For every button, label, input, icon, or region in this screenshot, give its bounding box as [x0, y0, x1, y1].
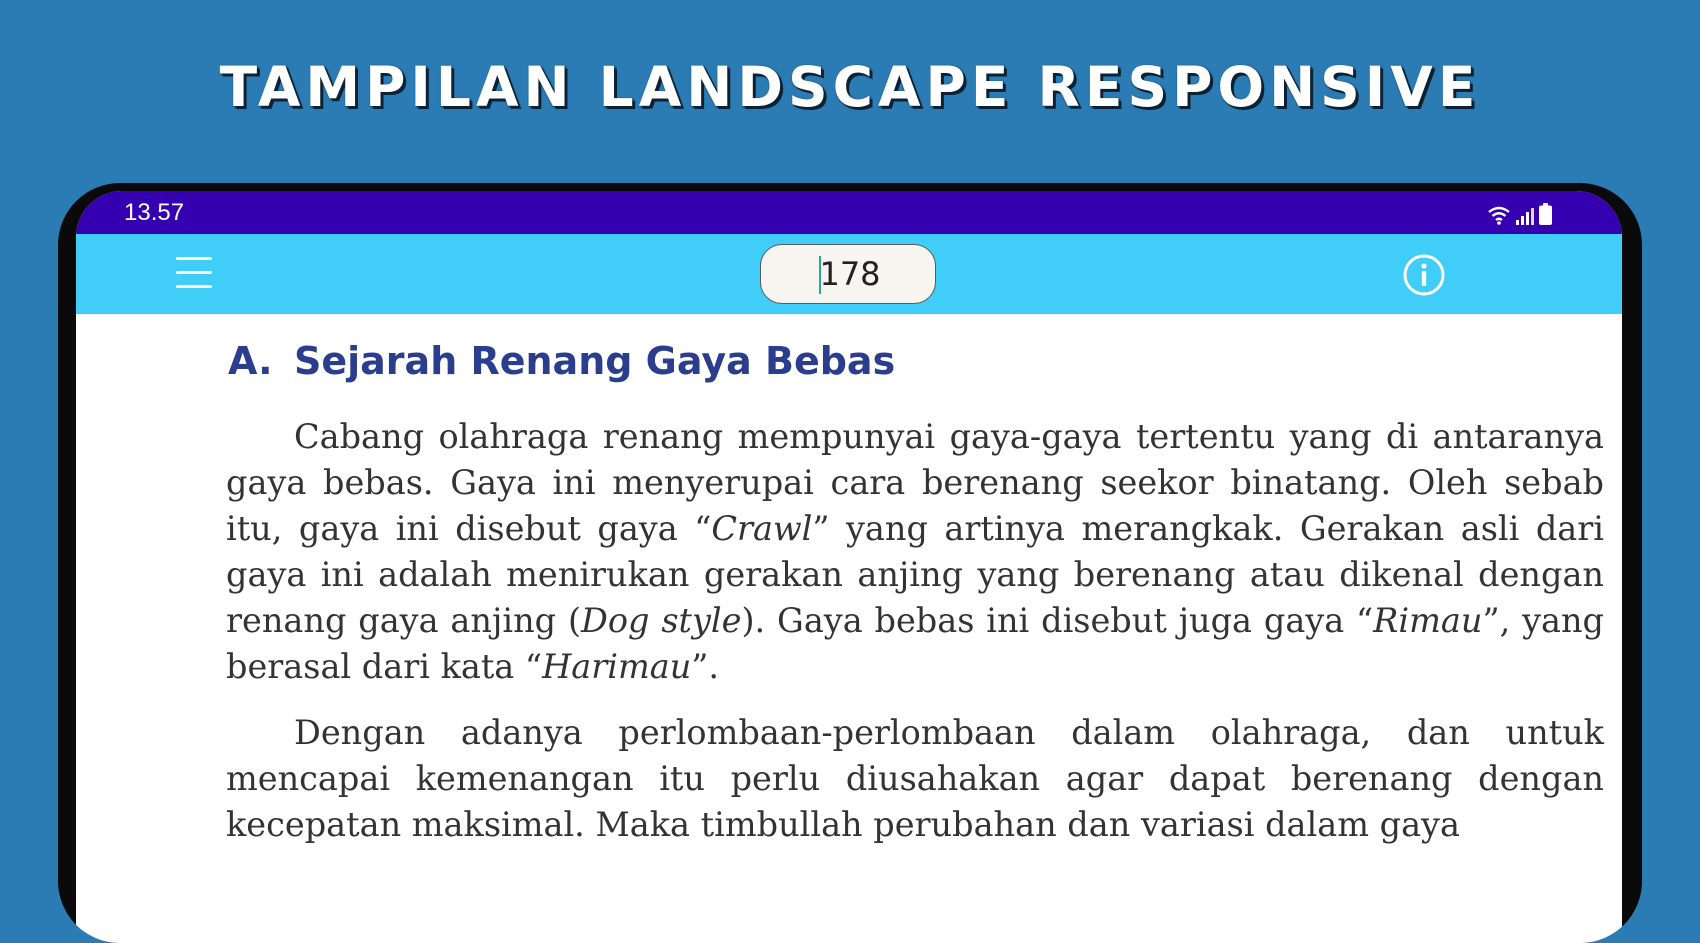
section-letter: A. — [228, 339, 273, 383]
paragraph-text: ”. — [691, 647, 720, 686]
phone-screen — [76, 191, 1622, 943]
italic-term: Crawl — [711, 509, 813, 548]
status-bar — [76, 191, 1622, 234]
phone-frame — [58, 183, 1642, 943]
signal-icon — [1516, 207, 1534, 225]
battery-icon — [1539, 203, 1552, 225]
section-title: Sejarah Renang Gaya Bebas — [294, 339, 896, 383]
info-icon[interactable] — [1402, 253, 1446, 297]
paragraph-text: ” yang artinya merangkak. Gerakan asli dari gaya ini adalah menirukan gerakan anjing yang berenang atau dikenal dengan renang gaya anjing ( — [226, 509, 1604, 640]
paragraph-text: ”, yang berasal dari kata “ — [226, 601, 1604, 686]
status-icons — [1487, 201, 1552, 225]
status-time: 13.57 — [124, 199, 185, 226]
promo-banner-title: TAMPILAN LANDSCAPE RESPONSIVE — [219, 55, 1481, 119]
page-number-input[interactable] — [760, 244, 936, 304]
paragraph-1 — [226, 414, 1604, 690]
text-caret — [819, 256, 821, 294]
italic-term: Rimau — [1373, 601, 1483, 640]
section-heading — [228, 336, 895, 386]
hamburger-menu-icon[interactable] — [174, 250, 218, 298]
app-toolbar — [76, 234, 1622, 314]
document-page — [76, 314, 1622, 943]
paragraph-text: ). Gaya bebas ini disebut juga gaya “ — [741, 601, 1374, 640]
italic-term: Dog style — [581, 601, 742, 640]
paragraph-2: Dengan adanya perlombaan-perlombaan dalam olahraga, dan untuk mencapai kemenangan itu perlu diusahakan agar dapat berenang dengan kecepatan maksimal. Maka timbullah perubahan dan variasi dalam gaya — [226, 713, 1604, 844]
paragraph-text: Cabang olahraga renang mempunyai gaya-gaya tertentu yang di antaranya gaya bebas. Gaya ini menyerupai cara berenang seekor binatang. Oleh sebab itu, gaya ini disebut gaya “ — [226, 417, 1604, 548]
wifi-icon — [1487, 205, 1511, 225]
italic-term: Harimau — [542, 647, 692, 686]
